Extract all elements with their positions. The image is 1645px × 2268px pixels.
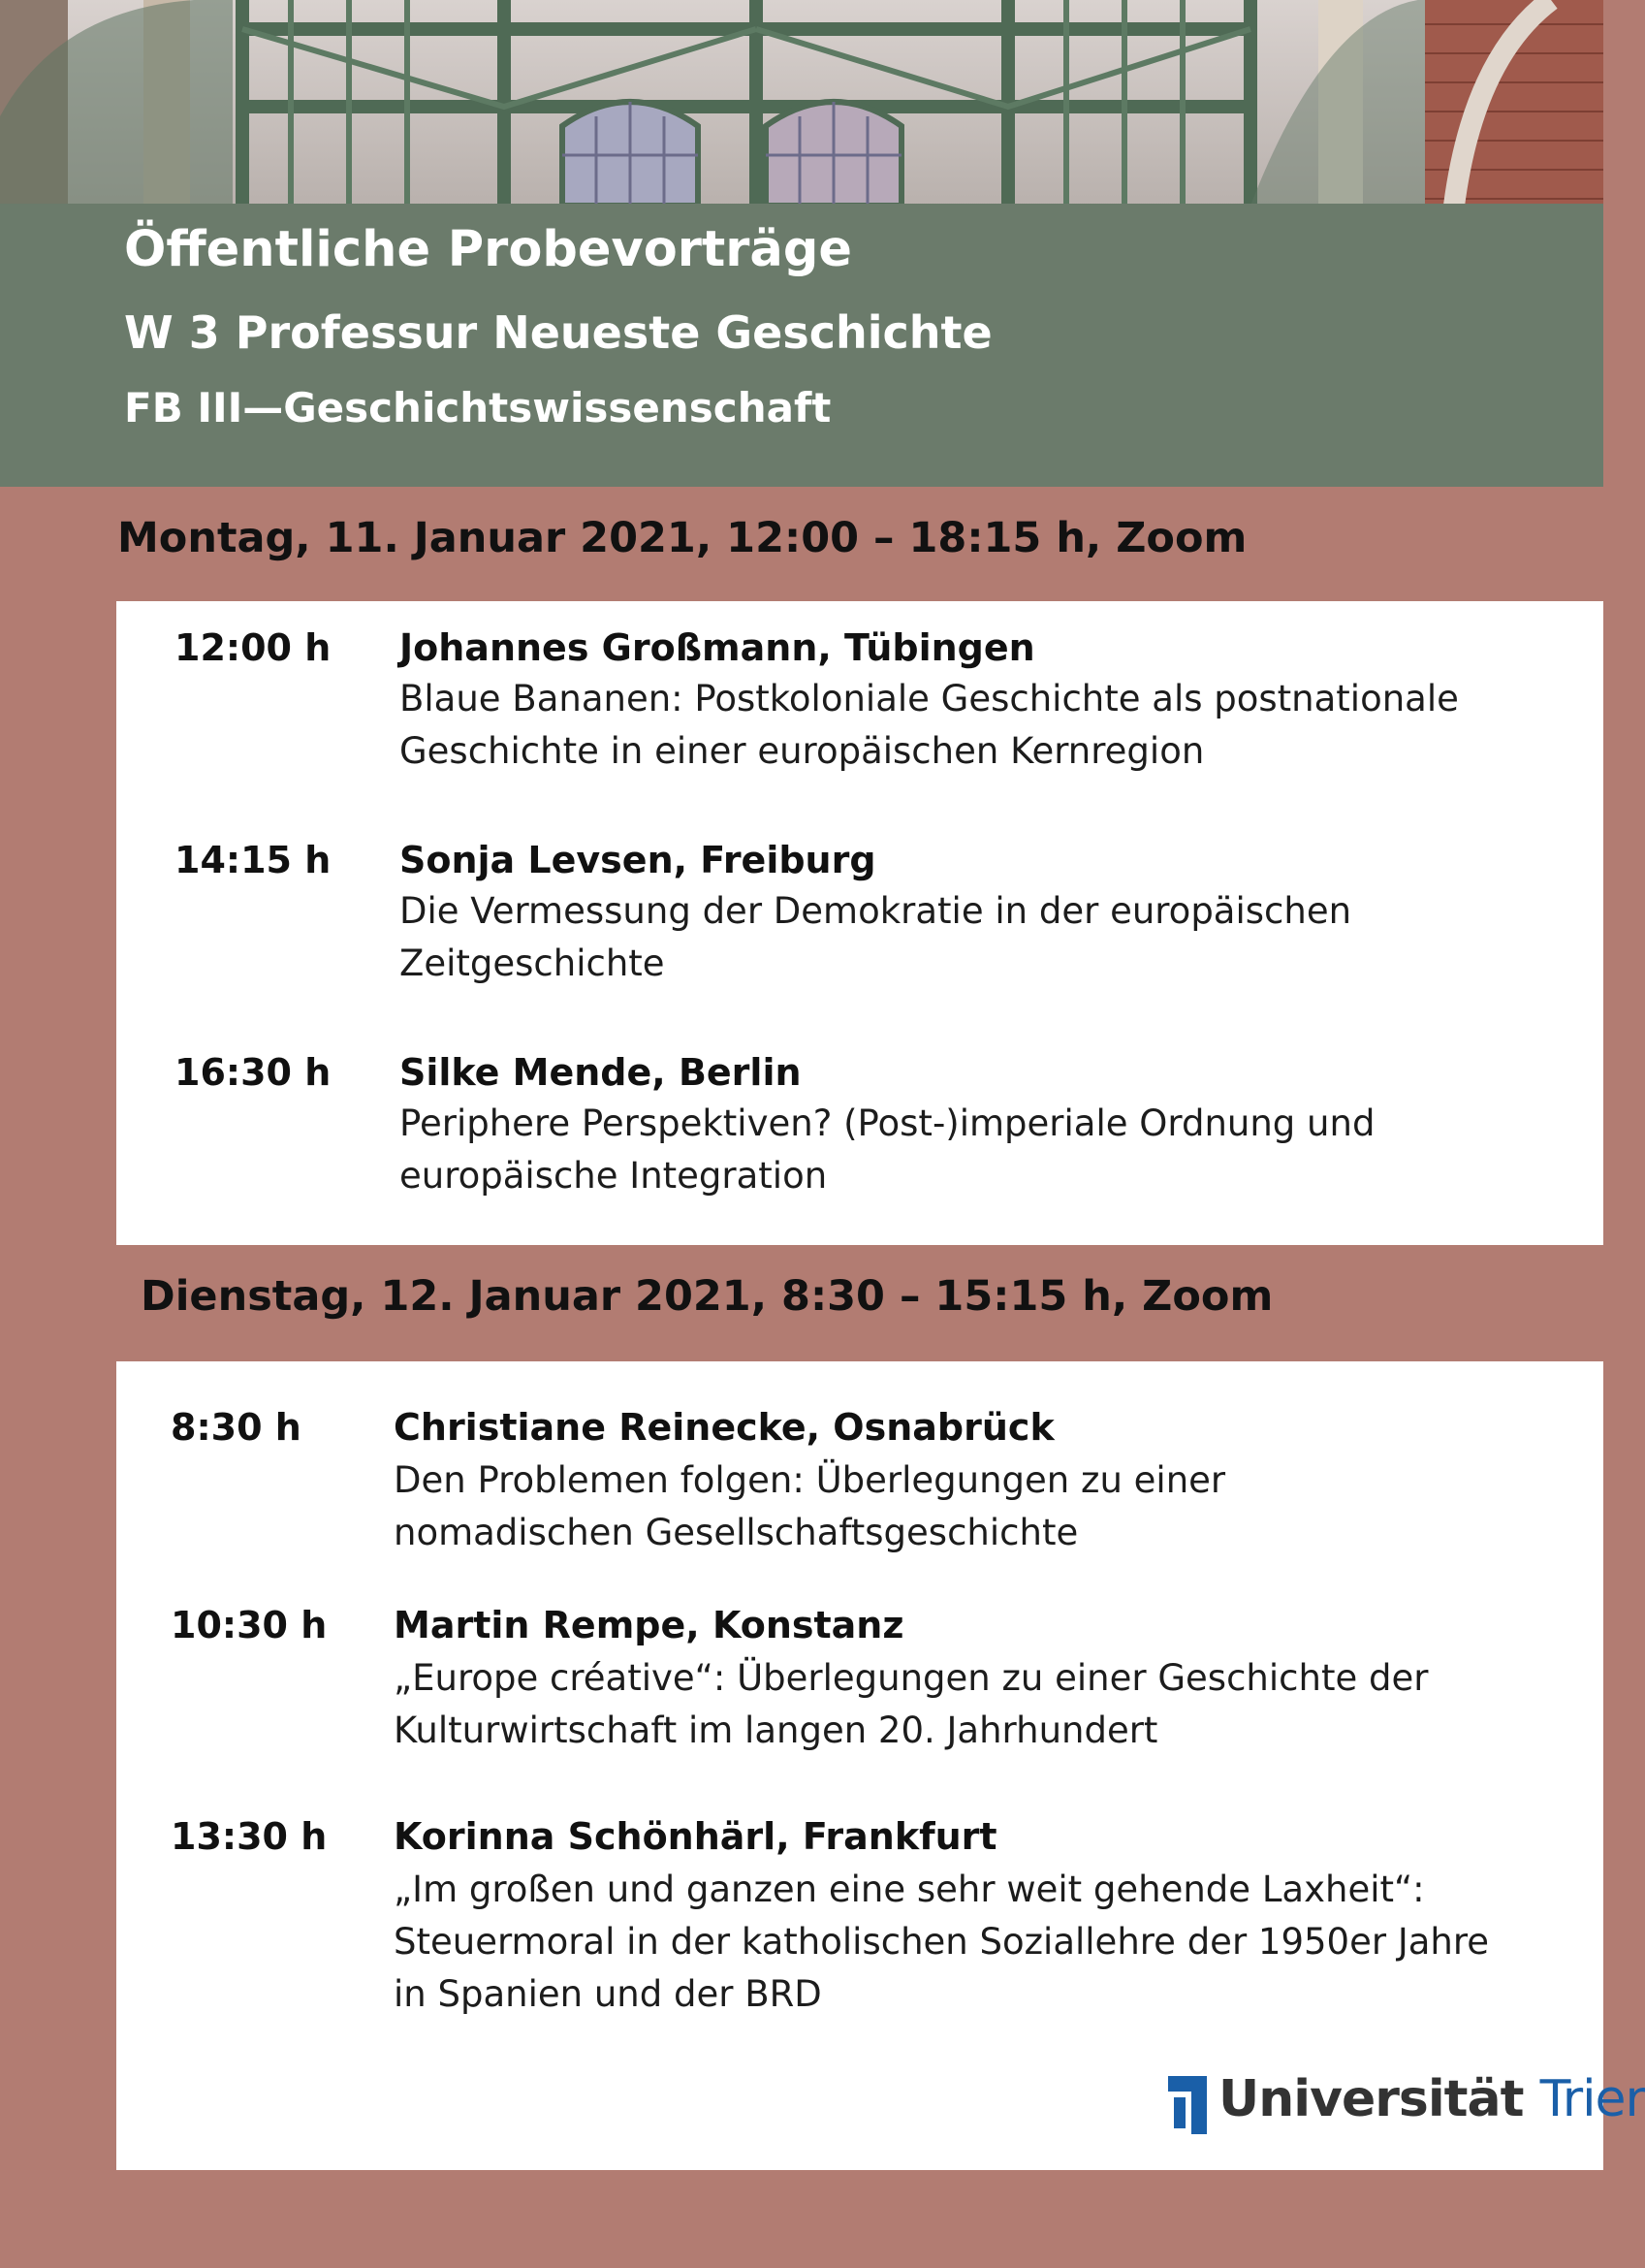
talk-time: 8:30 h [171,1406,301,1449]
talk-title-line: „Im großen und ganzen eine sehr weit gehende Laxheit“: [394,1869,1425,1910]
talk-title [399,885,1514,990]
page-subtitle: W 3 Professur Neueste Geschichte [124,306,993,359]
department-label: FB III—Geschichtswissenschaft [124,384,832,431]
talk-title [399,673,1514,778]
day-heading-tuesday: Dienstag, 12. Januar 2021, 8:30 – 15:15 h, Zoom [141,1272,1274,1321]
talk-title-line: Kulturwirtschaft im langen 20. Jahrhundert [394,1709,1158,1751]
talk-title-line: „Europe créative“: Überlegungen zu einer Geschichte der [394,1657,1429,1699]
talk-title-line: Steuermoral in der katholischen Soziallehre der 1950er Jahre [394,1921,1490,1963]
talk-speaker: Christiane Reinecke, Osnabrück [394,1406,1055,1449]
talk-title-line: Blaue Bananen: Postkoloniale Geschichte als postnationale [399,678,1459,719]
talk-speaker: Martin Rempe, Konstanz [394,1604,904,1646]
talk-speaker: Silke Mende, Berlin [399,1051,802,1094]
university-mark-icon [1168,2076,1211,2134]
day-heading-monday: Montag, 11. Januar 2021, 12:00 – 18:15 h, Zoom [117,514,1248,562]
talk-title-line: in Spanien und der BRD [394,1973,822,2015]
schedule-panel-monday [116,601,1603,1245]
schedule-panel-tuesday [116,1361,1603,2170]
talk-title-line: europäische Integration [399,1155,828,1197]
talk-time: 12:00 h [174,626,332,669]
talk-title-line: Geschichte in einer europäischen Kernregion [399,730,1205,772]
talk-title [394,1652,1508,1757]
talk-time: 13:30 h [171,1815,328,1858]
university-city: Trier [1539,2070,1645,2128]
header-photo [0,0,1603,206]
talk-title [394,1864,1508,2021]
university-logo [1168,2070,1645,2140]
talk-time: 16:30 h [174,1051,332,1094]
talk-title-line: Zeitgeschichte [399,942,665,984]
talk-title [394,1454,1508,1559]
talk-title [399,1098,1514,1202]
talk-speaker: Johannes Großmann, Tübingen [399,626,1035,669]
talk-speaker: Korinna Schönhärl, Frankfurt [394,1815,997,1858]
talk-time: 10:30 h [171,1604,328,1646]
talk-title-line: Den Problemen folgen: Überlegungen zu einer [394,1459,1226,1501]
talk-time: 14:15 h [174,839,332,881]
university-name: Universität [1218,2070,1524,2128]
talk-title-line: Die Vermessung der Demokratie in der europäischen [399,890,1352,932]
page-title: Öffentliche Probevorträge [124,221,852,278]
university-wordmark [1218,2070,1645,2128]
talk-speaker: Sonja Levsen, Freiburg [399,839,876,881]
talk-title-line: nomadischen Gesellschaftsgeschichte [394,1512,1079,1553]
talk-title-line: Periphere Perspektiven? (Post-)imperiale Ordnung und [399,1102,1376,1144]
